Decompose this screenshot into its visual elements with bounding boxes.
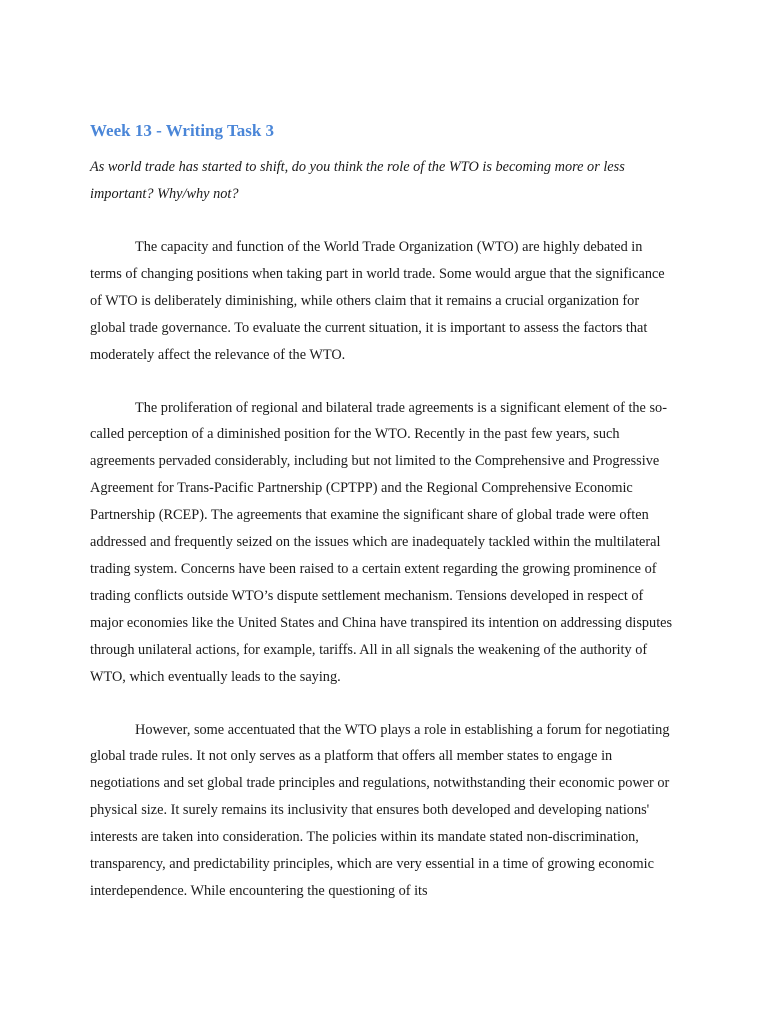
paragraph-intro: The capacity and function of the World Trade Organization (WTO) are highly debated in terms of changing positions when taking part in world trade. Some would argue that the significance of WTO is deliberately diminishing, while others claim that it remains a crucial organization for global trade governance. To evaluate the current situation, it is important to assess the factors that moderately affect the relevance of the WTO. <box>90 239 665 363</box>
document-body <box>90 118 676 905</box>
document-title: Week 13 - Writing Task 3 <box>90 121 275 140</box>
paragraph-trade-agreements: The proliferation of regional and bilateral trade agreements is a significant element of the so-called perception of a diminished position for the WTO. Recently in the past few years, such agreements pervaded considerably, including but not limited to the Comprehensive and Progressive Agreement for Trans-Pacific Partnership (CPTPP) and the Regional Comprehensive Economic Partnership (RCEP). The agreements that examine the significant share of global trade were often addressed and frequently seized on the issues which are inadequately tackled within the multilateral trading system. Concerns have been raised to a certain extent regarding the growing prominence of trading conflicts outside WTO’s dispute settlement mechanism. Tensions developed in respect of major economies like the United States and China have transpired its intention on addressing disputes through unilateral actions, for example, tariffs. All in all signals the weakening of the authority of WTO, which eventually leads to the saying. <box>90 399 673 685</box>
paragraph-wto-forum: However, some accentuated that the WTO plays a role in establishing a forum for negotiating global trade rules. It not only serves as a platform that offers all member states to engage in negotiations and set global trade principles and regulations, notwithstanding their economic power or physical size. It surely remains its inclusivity that ensures both developed and developing nations' interests are taken into consideration. The policies within its mandate stated non-discrimination, transparency, and predictability principles, which are very essential in a time of growing economic interdependence. While encountering the questioning of its <box>90 721 670 899</box>
essay-question: As world trade has started to shift, do you think the role of the WTO is becoming more or less important? Why/why not? <box>90 159 625 202</box>
